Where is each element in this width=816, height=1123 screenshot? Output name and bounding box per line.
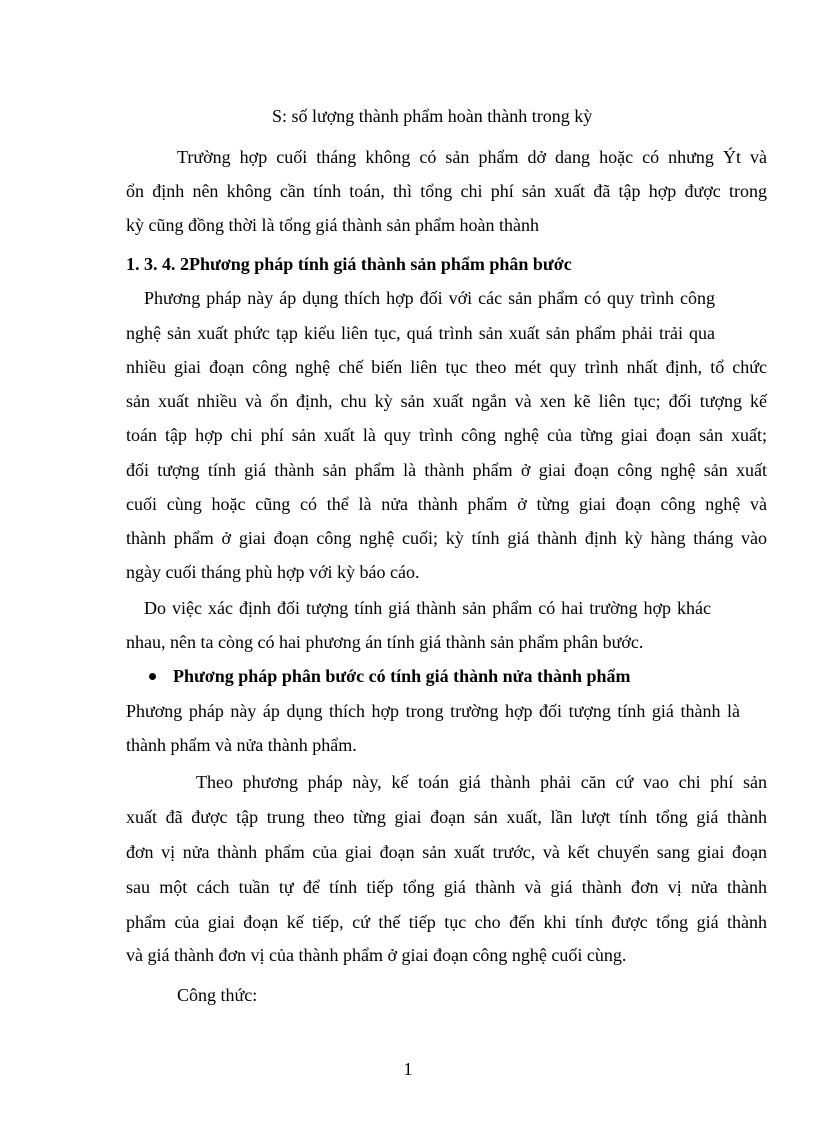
formula-label: Công thức: [177,985,258,1005]
para2-line-5: toán tập hợp chi phí sản xuất là quy trình công nghệ của từng giai đoạn sản xuất; [126,425,767,445]
para2-line-9: ngày cuối tháng phù hợp với kỳ báo cáo. [126,562,420,582]
bullet-heading: Phương pháp phân bước có tính giá thành nửa thành phẩm [173,666,631,686]
para5-line-2: xuất đã được tập trung theo từng giai đoạn sản xuất, lần lượt tính tổng giá thành [126,807,767,827]
para2-line-1: Phương pháp này áp dụng thích hợp đối với các sản phẩm có quy trình công [144,288,715,308]
para5-line-5: phẩm của giai đoạn kế tiếp, cứ thế tiếp tục cho đến khi tính được tổng giá thành [126,912,767,932]
bullet-dot-icon [149,673,156,680]
para2-line-4: sản xuất nhiều và ổn định, chu kỳ sản xuất ngắn và xen kẽ liên tục; đối tượng kế [126,391,767,411]
para3-line-1: Do việc xác định đối tượng tính giá thành sản phẩm có hai trường hợp khác [144,598,711,618]
para4-line-1: Phương pháp này áp dụng thích hợp trong trường hợp đối tượng tính giá thành là [126,701,740,721]
para4-line-2: thành phẩm và nửa thành phẩm. [126,735,357,755]
para2-line-6: đối tượng tính giá thành sản phẩm là thành phẩm ở giai đoạn công nghệ sản xuất [126,460,767,480]
caption-s: S: số lượng thành phẩm hoàn thành trong kỳ [272,106,593,126]
para5-line-4: sau một cách tuần tự để tính tiếp tổng giá thành và giá thành đơn vị nửa thành [126,877,767,897]
para2-line-3: nhiều giai đoạn công nghệ chế biến liên tục theo mét quy trình nhất định, tổ chức [126,357,767,377]
para2-line-8: thành phẩm ở giai đoạn công nghệ cuối; kỳ tính giá thành định kỳ hàng tháng vào [126,528,767,548]
para5-line-1: Theo phương pháp này, kế toán giá thành phải căn cứ vao chi phí sản [196,772,767,792]
para1-line-1: Trường hợp cuối tháng không có sản phẩm dở dang hoặc có nhưng Ýt và [177,147,767,167]
page-number: 1 [403,1059,413,1079]
para2-line-7: cuối cùng hoặc cũng có thể là nửa thành phẩm ở từng giai đoạn công nghệ và [126,494,767,514]
para1-line-3: kỳ cũng đồng thời là tổng giá thành sản phẩm hoàn thành [126,215,539,235]
para5-line-3: đơn vị nửa thành phẩm của giai đoạn sản xuất trước, và kết chuyển sang giai đoạn [126,842,767,862]
para5-line-6: và giá thành đơn vị của thành phẩm ở giai đoạn công nghệ cuối cùng. [126,945,627,965]
para3-line-2: nhau, nên ta còng có hai phương án tính giá thành sản phẩm phân bước. [126,632,644,652]
section-heading: 1. 3. 4. 2Phương pháp tính giá thành sản phẩm phân bước [126,254,572,274]
para2-line-2: nghệ sản xuất phức tạp kiểu liên tục, quá trình sản xuất sản phẩm phải trải qua [126,323,715,343]
para1-line-2: ổn định nên không cần tính toán, thì tổng chi phí sản xuất đã tập hợp được trong [126,181,767,201]
